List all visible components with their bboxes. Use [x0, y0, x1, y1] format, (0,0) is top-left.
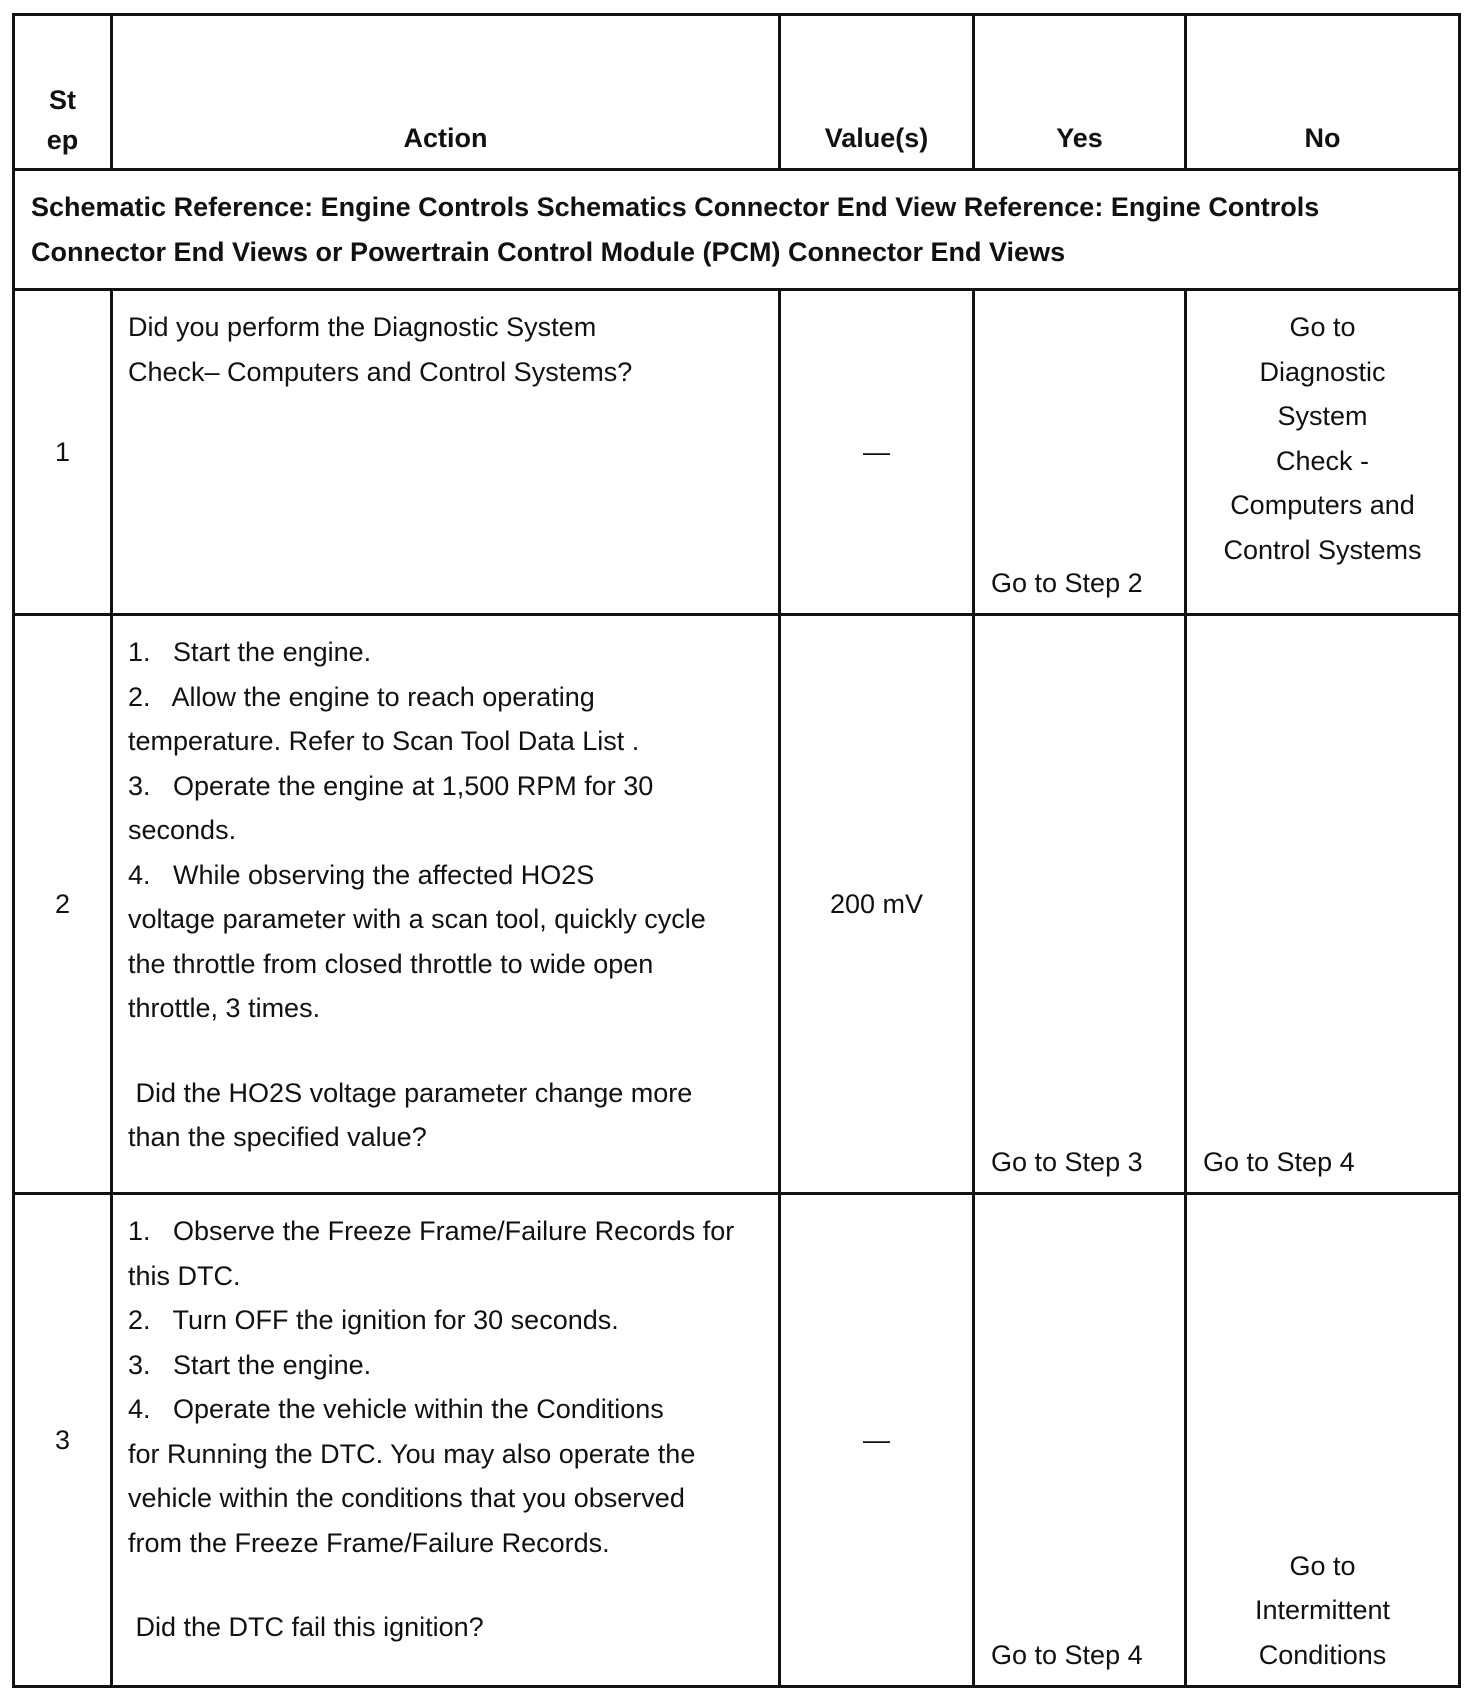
reference-line-1: Schematic Reference: Engine Controls Schematics Connector End View Reference: Engine Controls — [31, 192, 1320, 222]
action-line: for Running the DTC. You may also operate the — [128, 1438, 696, 1469]
step-number: 1 — [14, 290, 112, 615]
action-line: from the Freeze Frame/Failure Records. — [128, 1527, 610, 1558]
action-line: temperature. Refer to Scan Tool Data List . — [128, 726, 640, 756]
yes-cell: Go to Step 2 — [974, 290, 1186, 615]
question-line: Did the HO2S voltage parameter change more — [128, 1077, 693, 1108]
no-line: Conditions — [1258, 1639, 1387, 1670]
no-cell: Go to Step 4 — [1186, 615, 1460, 1194]
table-row — [14, 1194, 1460, 1687]
step-number: 2 — [14, 615, 112, 1194]
action-cell — [112, 615, 780, 1194]
value-cell: — — [780, 290, 974, 615]
reference-row — [14, 170, 1460, 290]
no-line: Go to — [1289, 312, 1356, 342]
action-cell — [112, 1194, 780, 1687]
table-row — [14, 290, 1460, 615]
spacer — [128, 1031, 764, 1071]
reference-line-2: Connector End Views or Powertrain Control Module (PCM) Connector End Views — [31, 236, 1066, 267]
action-line: 3. Start the engine. — [128, 1349, 372, 1380]
value-cell: — — [780, 1194, 974, 1687]
action-line: 1. Observe the Freeze Frame/Failure Records for — [128, 1216, 735, 1246]
no-line: Computers and — [1230, 490, 1415, 520]
header-values: Value(s) — [780, 15, 974, 170]
no-line: Intermittent — [1254, 1595, 1391, 1625]
action-line: 2. Turn OFF the ignition for 30 seconds. — [128, 1305, 619, 1335]
action-line: vehicle within the conditions that you observed — [128, 1483, 685, 1513]
action-line: 4. Operate the vehicle within the Conditions — [128, 1394, 664, 1424]
action-line: Check– Computers and Control Systems? — [128, 356, 633, 387]
header-step-line-2: ep — [46, 125, 79, 155]
action-line: 1. Start the engine. — [128, 637, 372, 667]
header-action: Action — [112, 15, 780, 170]
action-line: seconds. — [128, 815, 237, 845]
spacer — [128, 1565, 764, 1605]
no-line: System — [1277, 401, 1368, 431]
step-number: 3 — [14, 1194, 112, 1687]
question-line: Did the DTC fail this ignition? — [128, 1612, 484, 1642]
action-line: the throttle from closed throttle to wide open — [128, 948, 654, 979]
no-cell — [1186, 1194, 1460, 1687]
action-line: this DTC. — [128, 1260, 241, 1291]
header-yes: Yes — [974, 15, 1186, 170]
no-line: Go to — [1289, 1550, 1356, 1581]
no-line: Diagnostic — [1259, 356, 1386, 387]
no-line: Control Systems — [1223, 534, 1422, 565]
action-line: voltage parameter with a scan tool, quickly cycle — [128, 904, 706, 934]
action-cell — [112, 290, 780, 615]
no-cell — [1186, 290, 1460, 615]
header-step-line-1: St — [49, 85, 76, 115]
yes-cell: Go to Step 3 — [974, 615, 1186, 1194]
diagnostic-table — [12, 13, 1461, 1688]
no-line: Check - — [1275, 445, 1370, 476]
question-line: than the specified value? — [128, 1122, 427, 1152]
action-line: Did you perform the Diagnostic System — [128, 312, 597, 342]
action-line: 4. While observing the affected HO2S — [128, 859, 595, 890]
yes-cell: Go to Step 4 — [974, 1194, 1186, 1687]
action-line: throttle, 3 times. — [128, 993, 321, 1023]
header-no: No — [1186, 15, 1460, 170]
action-line: 3. Operate the engine at 1,500 RPM for 30 — [128, 770, 654, 801]
header-step — [14, 15, 112, 170]
action-line: 2. Allow the engine to reach operating — [128, 681, 595, 712]
header-row — [14, 15, 1460, 170]
reference-cell — [14, 170, 1460, 290]
table-row — [14, 615, 1460, 1194]
value-cell: 200 mV — [780, 615, 974, 1194]
